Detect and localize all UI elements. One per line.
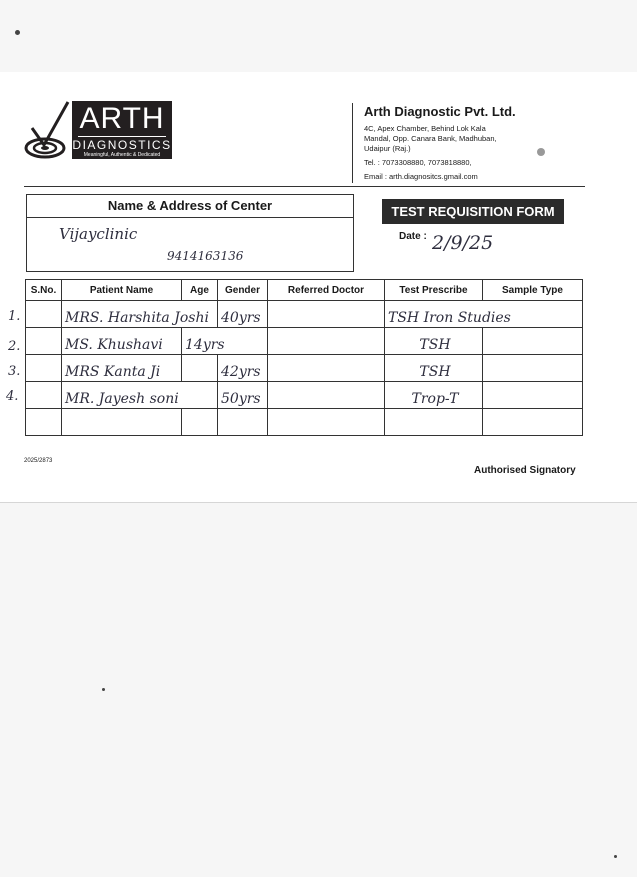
- table-row: [26, 328, 583, 355]
- speck: [614, 855, 617, 858]
- date-label: Date :: [399, 231, 427, 242]
- col-header-sno: S.No.: [26, 280, 62, 301]
- header-rule: [24, 186, 585, 187]
- patient-age: 50yrs: [221, 391, 261, 407]
- col-header-age: Age: [182, 280, 218, 301]
- patient-name: MRS. Harshita Joshi: [65, 310, 209, 326]
- logo-tagline: Meaningful, Authentic & Dedicated: [83, 152, 161, 158]
- test-prescribed: TSH: [419, 364, 451, 380]
- date-value: 2/9/25: [432, 232, 494, 254]
- address-line-3: Udaipur (Raj.): [364, 144, 411, 153]
- address-line-1: 4C, Apex Chamber, Behind Lok Kala: [364, 124, 486, 133]
- address-line-2: Mandal, Opp. Canara Bank, Madhuban,: [364, 134, 497, 143]
- test-table: [25, 279, 583, 436]
- company-logo: [72, 101, 172, 159]
- center-heading: Name & Address of Center: [27, 195, 353, 218]
- header-divider: [352, 103, 353, 183]
- target-check-logo-icon: [24, 100, 70, 160]
- company-phone: Tel. : 7073308880, 7073818880,: [364, 158, 472, 167]
- table-row: [26, 409, 583, 436]
- table-row: [26, 382, 583, 409]
- logo-word: ARTH: [79, 102, 165, 135]
- test-prescribed: Trop-T: [411, 391, 459, 407]
- patient-age: 14yrs: [185, 337, 225, 353]
- row-number: 2.: [8, 339, 21, 354]
- logo-subtitle: DIAGNOSTICS: [72, 138, 172, 152]
- company-name: Arth Diagnostic Pvt. Ltd.: [364, 104, 516, 119]
- reference-number: 2025/2873: [24, 458, 53, 464]
- col-header-patient: Patient Name: [62, 280, 182, 301]
- row-number: 3.: [8, 364, 21, 379]
- company-info: [364, 104, 594, 182]
- form-title: TEST REQUISITION FORM: [382, 199, 564, 224]
- patient-age: 42yrs: [221, 364, 261, 380]
- col-header-gender: Gender: [218, 280, 268, 301]
- speck: [102, 688, 105, 691]
- company-email: Email : arth.diagnositcs.gmail.com: [364, 172, 478, 181]
- table-row: [26, 301, 583, 328]
- speck: [537, 148, 545, 156]
- patient-name: MRS Kanta Ji: [65, 364, 161, 380]
- test-prescribed: TSH Iron Studies: [388, 310, 511, 326]
- center-box: [26, 194, 354, 272]
- col-header-test: Test Prescribe: [385, 280, 483, 301]
- col-header-sample: Sample Type: [483, 280, 583, 301]
- speck: [15, 30, 20, 35]
- patient-name: MS. Khushavi: [65, 337, 163, 353]
- table-row: [26, 355, 583, 382]
- row-number: 4.: [6, 389, 19, 404]
- authorised-signatory-label: Authorised Signatory: [474, 465, 576, 476]
- center-name: Vijayclinic: [59, 225, 138, 243]
- row-number: 1.: [8, 309, 21, 324]
- patient-age: 40yrs: [221, 310, 261, 326]
- col-header-doctor: Referred Doctor: [268, 280, 385, 301]
- patient-name: MR. Jayesh soni: [65, 391, 179, 407]
- center-phone: 9414163136: [167, 249, 244, 263]
- test-prescribed: TSH: [419, 337, 451, 353]
- table-header-row: [26, 280, 583, 301]
